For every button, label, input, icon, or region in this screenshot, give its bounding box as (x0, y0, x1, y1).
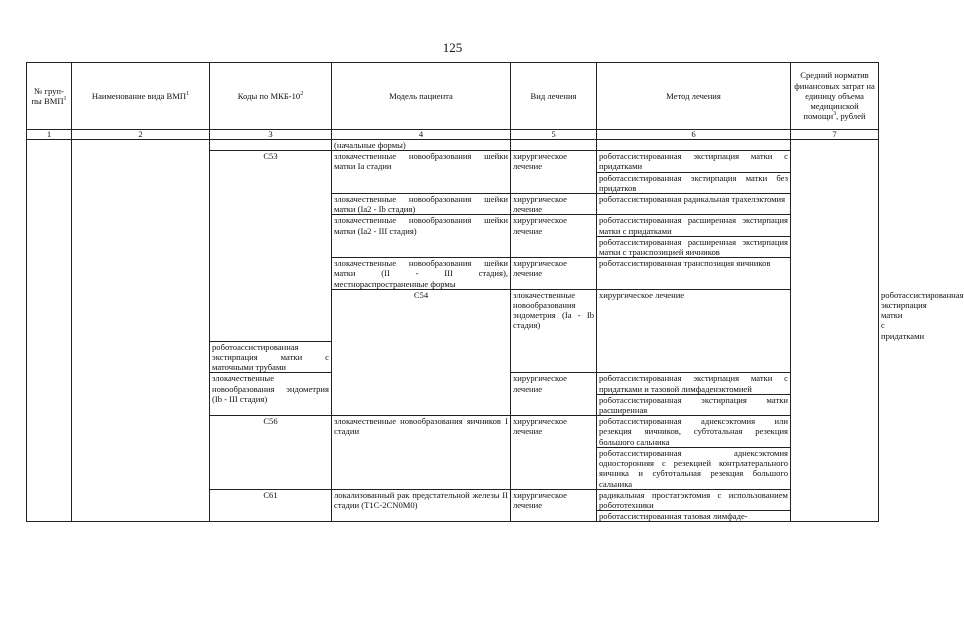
treatment-method-cell: роботассистированная экстирпация матки без придатков (597, 172, 791, 193)
patient-model-cell: локализованный рак предстательной железы II стадии (T1C-2CN0M0) (332, 489, 511, 522)
vmp-name-cell (72, 140, 210, 522)
table-row (27, 140, 879, 151)
icd-code-cell: C61 (210, 489, 332, 522)
treatment-type-cell: хирургическое лечение (511, 489, 597, 522)
treatment-type-cell: хирургическое лечение (511, 194, 597, 215)
treatment-method-cell (597, 140, 791, 151)
column-number: 3 (210, 130, 332, 140)
patient-model-cell: злокачественные новообразования шейки матки (Ia2 - III стадия) (332, 215, 511, 258)
header-group-number: № груп-пы ВМП$^1$ (27, 63, 72, 130)
treatment-method-cell: роботассистированная аднексэктомия односторонняя с резекцией контрлатерального яичника и субтотальная резекция большого сальника (597, 447, 791, 489)
header-patient-model: Модель пациента (332, 63, 511, 130)
column-number: 6 (597, 130, 791, 140)
column-number-row (27, 130, 879, 140)
header-vmp-name: Наименование вида ВМП$^1$ (72, 63, 210, 130)
group-number-cell (27, 140, 72, 522)
treatment-method-cell: радикальная простатэктомия с использованием робототехники (597, 489, 791, 510)
treatment-type-cell: хирургическое лечение (511, 416, 597, 489)
vmp-table (26, 62, 964, 522)
treatment-method-cell: роботассистированная экстирпация матки с придатками (597, 151, 791, 172)
treatment-type-cell: хирургическое лечение (511, 258, 597, 290)
column-number: 7 (791, 130, 879, 140)
treatment-type-cell (511, 140, 597, 151)
header-icd-codes: Коды по МКБ-$10^2$ (210, 63, 332, 130)
treatment-type-cell: хирургическое лечение (597, 289, 791, 373)
treatment-method-cell: роботассистированная экстирпация матки с придатками и тазовой лимфаденэктомией (597, 373, 791, 394)
treatment-method-cell: роботассистированная расширенная экстирпация матки с транспозицией яичников (597, 236, 791, 257)
treatment-type-cell: хирургическое лечение (511, 151, 597, 194)
treatment-method-cell: роботассистированная аднексэктомия или резекция яичников, субтотальная резекция большого сальника (597, 416, 791, 448)
treatment-method-cell: роботассистированная тазовая лимфаде- (597, 511, 791, 522)
treatment-method-cell: роботассистированная транспозиция яичников (597, 258, 791, 290)
treatment-method-cell: роботассистированная экстирпация матки расширенная (597, 394, 791, 415)
icd-code-cell: C56 (210, 416, 332, 489)
treatment-type-cell: хирургическое лечение (511, 215, 597, 258)
table-header-row (27, 63, 879, 130)
cost-cell (791, 140, 879, 522)
column-number: 5 (511, 130, 597, 140)
patient-model-cell: злокачественные новообразования шейки матки (Ia2 - Ib стадия) (332, 194, 511, 215)
header-treatment-method: Метод лечения (597, 63, 791, 130)
patient-model-cell: злокачественные новообразования эндометрия (Ib - III стадия) (210, 373, 332, 416)
header-treatment-type: Вид лечения (511, 63, 597, 130)
table-row: C54 злокачественные новообразования эндометрия (Ia - Ib стадия) хирургическое лечение роботассистированная экстирпация матки с придатками (27, 289, 879, 341)
treatment-method-cell: роботассистированная радикальная трахелэктомия (597, 194, 791, 215)
treatment-method-cell: роботоассистированная экстирпация матки с маточными трубами (210, 341, 332, 373)
treatment-type-cell: хирургическое лечение (511, 373, 597, 416)
header-cost-standard: Средний норматив финансовых затрат на единицу объема медицинской помощи$^3$, рублей (791, 63, 879, 130)
column-number: 4 (332, 130, 511, 140)
icd-code-cell: C53 (210, 151, 332, 342)
patient-model-cell: злокачественные новообразования шейки матки (II - III стадия), местнораспространенные формы (332, 258, 511, 290)
column-number: 1 (27, 130, 72, 140)
treatment-method-cell: роботассистированная расширенная экстирпация матки с придатками (597, 215, 791, 236)
icd-code-cell: C54 (332, 289, 511, 415)
patient-model-cell: злокачественные новообразования эндометрия (Ia - Ib стадия) (511, 289, 597, 373)
patient-model-cell: (начальные формы) (332, 140, 511, 151)
patient-model-cell: злокачественные новообразования яичников I стадии (332, 416, 511, 489)
page-number: 125 (442, 40, 463, 55)
patient-model-cell: злокачественные новообразования шейки матки Ia стадии (332, 151, 511, 194)
column-number: 2 (72, 130, 210, 140)
icd-code-cell (210, 140, 332, 151)
